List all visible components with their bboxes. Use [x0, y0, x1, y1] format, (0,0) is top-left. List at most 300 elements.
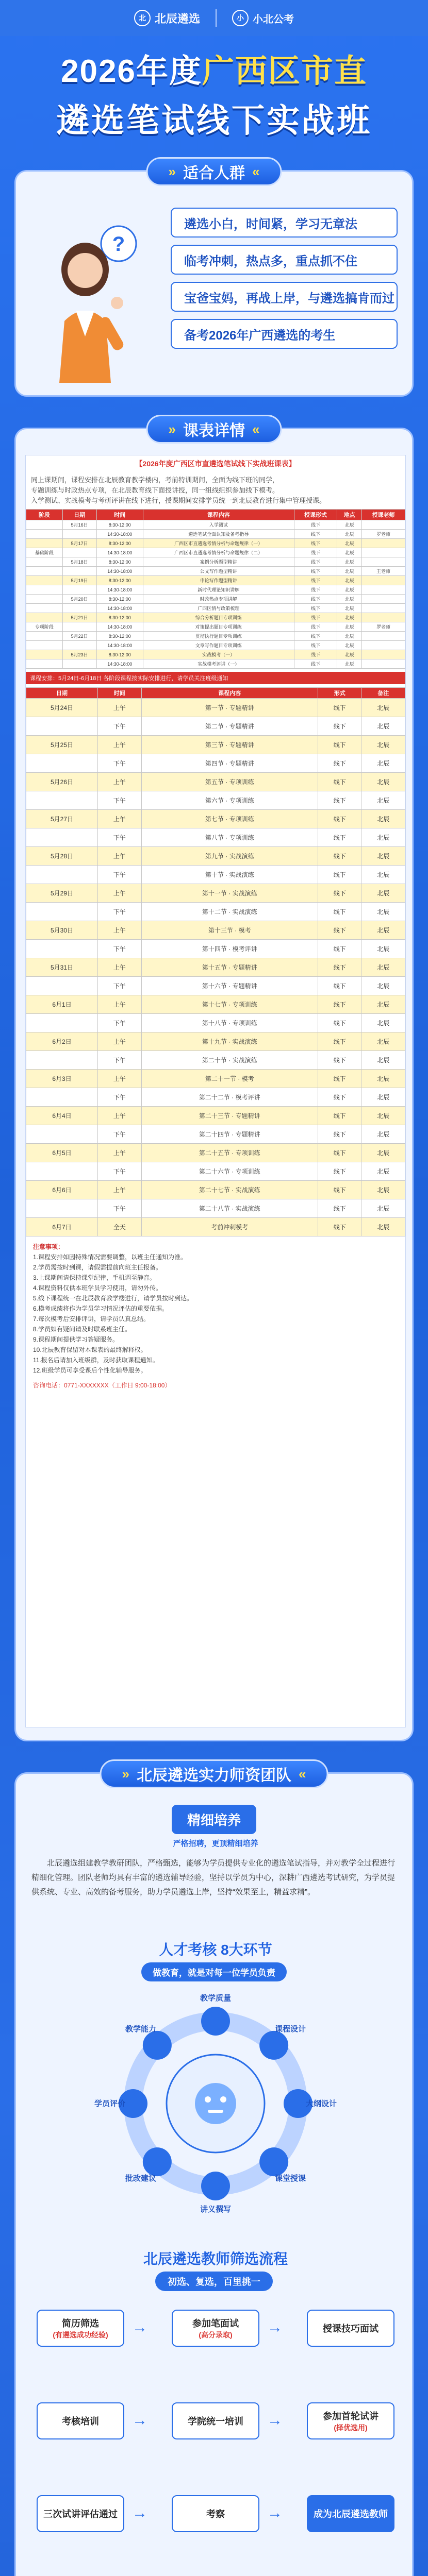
table-a-header: 阶段: [26, 510, 63, 520]
wheel-node-icon: [143, 2031, 172, 2060]
table-row: [26, 1218, 405, 1236]
wheel-node-icon: [143, 2147, 172, 2176]
table-cell: 第九节 · 实战演练: [141, 847, 318, 866]
wheel-label: 教学质量: [200, 1994, 232, 2003]
schedule-title: 【2026年度广西区市直遴选笔试线下实战班课表】: [26, 455, 405, 472]
note-line: 7.每次模考后安排评讲，请学员认真总结。: [33, 1315, 150, 1323]
hero-region: 广西区市直: [202, 54, 367, 89]
wheel-label: 教学能力: [125, 2025, 157, 2034]
table-cell: 线下: [318, 1088, 361, 1107]
table-cell: 北辰: [337, 567, 362, 576]
table-row: [26, 576, 405, 585]
table-cell: [26, 595, 63, 604]
table-cell: 第十六节 · 专题精讲: [141, 977, 318, 995]
table-cell: 8:30-12:00: [96, 613, 143, 622]
table-cell: 线下: [294, 520, 337, 530]
table-cell: 北辰: [361, 995, 405, 1014]
table-cell: 文章写作题目专项训练: [143, 641, 294, 650]
contact-line: 咨询电话：0771-XXXXXXX（工作日 9:00-18:00）: [33, 1382, 171, 1389]
table-cell: 8:30-12:00: [96, 520, 143, 530]
schedule-mid-note: 课程安排：5月24日-6月18日 各阶段课程按实际安排进行，请学员关注班级通知: [26, 672, 405, 684]
arrow-icon: «: [299, 1766, 306, 1782]
table-cell: 线下: [318, 699, 361, 717]
table-cell: [362, 641, 405, 650]
table-cell: 北辰: [361, 1051, 405, 1070]
audience-item: 临考冲刺，热点多，重点抓不住: [171, 245, 398, 275]
course-title-text: 课表详情: [183, 422, 245, 439]
table-cell: 线下: [318, 1162, 361, 1181]
table-cell: 第十节 · 实战演练: [141, 866, 318, 884]
table-cell: 第二十八节 · 实战演练: [141, 1199, 318, 1218]
table-cell: 第一节 · 专题精讲: [141, 699, 318, 717]
table-cell: 第二十三节 · 专题精讲: [141, 1107, 318, 1125]
table-cell: 北辰: [361, 921, 405, 940]
table-cell: 6月3日: [26, 1070, 98, 1088]
schedule-intro: [26, 472, 405, 509]
flow-step: [307, 2310, 394, 2347]
note-line: 12.班级学员可享受课后个性化辅导服务。: [33, 1367, 147, 1374]
table-cell: 线下: [294, 613, 337, 622]
table-cell: [26, 576, 63, 585]
table-cell: 线下: [294, 548, 337, 557]
table-cell: 下午: [98, 791, 142, 810]
table-a-header: 时间: [96, 510, 143, 520]
wheel-label: 批改建议: [125, 2174, 157, 2183]
flow-step-note: (高分录取): [199, 2331, 233, 2339]
flow-step-label: 考察: [206, 2509, 225, 2519]
table-cell: 贯彻执行题目专项训练: [143, 632, 294, 641]
table-cell: 5月20日: [62, 595, 96, 604]
table-row: [26, 641, 405, 650]
table-cell: 北辰: [337, 604, 362, 613]
table-cell: [26, 539, 63, 548]
note-line: 4.课程资料仅供本班学员学习使用，请勿外传。: [33, 1284, 162, 1292]
table-cell: 下午: [98, 903, 142, 921]
brand-logo-left[interactable]: [134, 10, 200, 26]
table-row: [26, 810, 405, 828]
table-cell: 北辰: [337, 622, 362, 632]
table-cell: 北辰: [361, 847, 405, 866]
flow-arrow-icon: →: [132, 2319, 147, 2336]
table-row: [26, 548, 405, 557]
table-cell: 线下: [318, 1181, 361, 1199]
table-cell: [26, 530, 63, 539]
arrow-icon: «: [252, 163, 260, 179]
schedule-sheet: [25, 455, 406, 1727]
table-cell: 5月19日: [62, 576, 96, 585]
table-cell: 线下: [294, 557, 337, 567]
table-cell: 上午: [98, 736, 142, 754]
table-row: [26, 866, 405, 884]
table-b-header: 形式: [318, 688, 361, 699]
table-cell: [62, 604, 96, 613]
note-line: 8.学员如有疑问请及时联系班主任。: [33, 1326, 131, 1333]
arrow-icon: »: [168, 163, 176, 179]
table-cell: 北辰: [337, 530, 362, 539]
table-cell: 6月2日: [26, 1032, 98, 1051]
table-cell: 北辰: [361, 791, 405, 810]
table-cell: 考前冲刺模考: [141, 1218, 318, 1236]
table-cell: 第五节 · 专项训练: [141, 773, 318, 791]
table-cell: [362, 539, 405, 548]
table-a-header: 课程内容: [143, 510, 294, 520]
intro-line: 同上课期间，课程安排在北辰教育教学楼内，考前特训期间，全面为线下班的同学，: [31, 476, 279, 484]
table-cell: 申论写作题型精讲: [143, 576, 294, 585]
intro-line: 入学测试、实战模考与考研评讲在线下进行，授课期间安排学员统一到北辰教育进行集中管理授课。: [31, 497, 326, 504]
flow-step: [172, 2495, 259, 2532]
table-cell: 第二十五节 · 专项训练: [141, 1144, 318, 1162]
table-cell: 上午: [98, 810, 142, 828]
table-cell: 线下: [294, 567, 337, 576]
table-cell: 下午: [98, 1088, 142, 1107]
table-cell: 8:30-12:00: [96, 539, 143, 548]
table-cell: 北辰: [361, 717, 405, 736]
table-row: [26, 539, 405, 548]
assessment-wheel: [94, 1990, 337, 2217]
assessment-title: 人才考核 8大环节: [159, 1942, 272, 1958]
table-cell: 北辰: [361, 754, 405, 773]
table-cell: [26, 613, 63, 622]
table-cell: 北辰: [361, 1181, 405, 1199]
table-cell: 线下: [318, 884, 361, 903]
table-cell: 5月16日: [62, 520, 96, 530]
note-line: 5.线下课程统一在北辰教育教学楼进行，请学员按时到达。: [33, 1295, 193, 1302]
table-row: [26, 1125, 405, 1144]
table-cell: 线下: [294, 585, 337, 595]
table-cell: 对策提出题目专项训练: [143, 622, 294, 632]
table-cell: 线下: [294, 539, 337, 548]
table-cell: 线下: [318, 810, 361, 828]
arrow-icon: »: [122, 1766, 129, 1782]
table-cell: 第二十四节 · 专题精讲: [141, 1125, 318, 1144]
table-b-header: 备注: [361, 688, 405, 699]
table-cell: 北辰: [337, 548, 362, 557]
table-cell: 第十三节 · 模考: [141, 921, 318, 940]
table-cell: 北辰: [361, 977, 405, 995]
table-cell: 北辰: [337, 520, 362, 530]
table-cell: [26, 1051, 98, 1070]
table-cell: 上午: [98, 773, 142, 791]
table-cell: 线下: [318, 995, 361, 1014]
table-cell: 线下: [294, 595, 337, 604]
table-cell: [62, 641, 96, 650]
wheel-node-icon: [259, 2031, 288, 2060]
xiaobei-logo-icon: 小: [232, 10, 249, 26]
table-cell: 线下: [318, 1199, 361, 1218]
table-cell: 上午: [98, 1032, 142, 1051]
table-row: [26, 557, 405, 567]
table-cell: 北辰: [337, 632, 362, 641]
table-row: [26, 884, 405, 903]
table-row: [26, 650, 405, 659]
table-cell: 线下: [294, 604, 337, 613]
table-cell: 北辰: [361, 1125, 405, 1144]
flow-step-label: 参加首轮试讲: [323, 2411, 378, 2421]
table-cell: 5月23日: [62, 650, 96, 659]
flow-step-label: 成为北辰遴选教师: [314, 2509, 388, 2519]
table-row: [26, 921, 405, 940]
table-cell: 下午: [98, 828, 142, 847]
table-cell: 上午: [98, 699, 142, 717]
table-cell: 14:30-18:00: [96, 585, 143, 595]
flow-arrow-icon: →: [267, 2319, 283, 2336]
table-cell: 第十五节 · 专题精讲: [141, 958, 318, 977]
table-cell: [26, 828, 98, 847]
table-cell: 上午: [98, 958, 142, 977]
table-cell: 6月1日: [26, 995, 98, 1014]
table-cell: 北辰: [361, 736, 405, 754]
table-cell: 线下: [318, 754, 361, 773]
table-cell: 6月5日: [26, 1144, 98, 1162]
fine-training-subtitle: 严格招聘，更顶精细培养: [173, 1839, 258, 1848]
table-cell: 线下: [318, 1014, 361, 1032]
table-cell: [62, 622, 96, 632]
table-cell: [62, 548, 96, 557]
table-cell: [362, 576, 405, 585]
table-cell: 公文写作题型精讲: [143, 567, 294, 576]
note-line: 9.课程期间提供学习答疑服务。: [33, 1336, 119, 1343]
table-cell: [62, 567, 96, 576]
wheel-label: 大纲设计: [305, 2099, 337, 2108]
table-cell: 5月29日: [26, 884, 98, 903]
table-cell: [26, 791, 98, 810]
table-cell: 罗老师: [362, 622, 405, 632]
table-row: [26, 1088, 405, 1107]
table-cell: 线下: [318, 866, 361, 884]
table-cell: 8:30-12:00: [96, 632, 143, 641]
note-line: 6.模考成绩将作为学员学习情况评估的重要依据。: [33, 1305, 169, 1312]
table-cell: 北辰: [361, 958, 405, 977]
flow-step: [307, 2402, 394, 2439]
flow-step-label: 简历筛选: [62, 2318, 99, 2329]
table-cell: 北辰: [361, 903, 405, 921]
table-b-header: 课程内容: [141, 688, 318, 699]
table-cell: 下午: [98, 1199, 142, 1218]
table-row: [26, 1199, 405, 1218]
table-cell: [62, 530, 96, 539]
flow-title: 北辰遴选教师筛选流程: [143, 2251, 288, 2267]
table-row: [26, 1014, 405, 1032]
note-line: 1.课程安排如因特殊情况需要调整，以班主任通知为准。: [33, 1253, 187, 1261]
flow-step: [172, 2310, 259, 2347]
intro-line: 专题训练与时政热点专项，在北辰教育线下面授讲授，同一组线组织参加线下模考。: [31, 486, 279, 494]
table-cell: 下午: [98, 866, 142, 884]
brand-bar: [0, 0, 428, 36]
table-row: [26, 1051, 405, 1070]
table-row: [26, 520, 405, 530]
table-cell: 北辰: [361, 1088, 405, 1107]
audience-title: [146, 157, 282, 186]
table-cell: 14:30-18:00: [96, 641, 143, 650]
flow-step: [37, 2495, 124, 2532]
table-cell: [362, 613, 405, 622]
table-cell: [362, 548, 405, 557]
table-cell: 北辰: [337, 539, 362, 548]
table-cell: 5月17日: [62, 539, 96, 548]
table-cell: 6月6日: [26, 1181, 98, 1199]
hero-year: 2026年度: [61, 54, 202, 89]
table-cell: 第二十七节 · 实战演练: [141, 1181, 318, 1199]
table-cell: 下午: [98, 1051, 142, 1070]
table-cell: 线下: [318, 1144, 361, 1162]
table-cell: 线下: [294, 632, 337, 641]
table-cell: 5月26日: [26, 773, 98, 791]
table-cell: 北辰: [337, 650, 362, 659]
table-cell: 线下: [318, 958, 361, 977]
flow-arrow-icon: →: [267, 2412, 283, 2429]
table-cell: [26, 977, 98, 995]
teacher-card: [14, 1766, 414, 2576]
table-cell: 线下: [318, 717, 361, 736]
course-title: [146, 415, 282, 444]
table-cell: 第八节 · 专项训练: [141, 828, 318, 847]
table-cell: 线下: [318, 1051, 361, 1070]
table-cell: 8:30-12:00: [96, 557, 143, 567]
flow-step-note: (有遴选成功经验): [53, 2331, 108, 2339]
table-cell: 第二节 · 专题精讲: [141, 717, 318, 736]
table-cell: 5月24日: [26, 699, 98, 717]
table-cell: [362, 604, 405, 613]
table-cell: [26, 940, 98, 958]
table-cell: 广西区市直遴选考情分析与命题规律（二）: [143, 548, 294, 557]
table-cell: 北辰: [361, 884, 405, 903]
table-cell: 14:30-18:00: [96, 622, 143, 632]
arrow-icon: «: [252, 421, 260, 437]
audience-item: 宝爸宝妈，再战上岸，与遴选搞肯而过: [171, 282, 398, 312]
table-cell: [26, 650, 63, 659]
table-cell: 北辰: [361, 1107, 405, 1125]
table-cell: [26, 754, 98, 773]
table-cell: 全天: [98, 1218, 142, 1236]
note-line: 3.上课期间请保持课堂纪律，手机调至静音。: [33, 1274, 156, 1281]
wheel-label: 课堂授课: [274, 2174, 306, 2183]
table-row: [26, 754, 405, 773]
table-row: [26, 604, 405, 613]
table-cell: 线下: [294, 659, 337, 669]
table-row: [26, 995, 405, 1014]
table-cell: 下午: [98, 1162, 142, 1181]
table-cell: [62, 585, 96, 595]
schedule-notes: [26, 1236, 405, 1381]
table-row: [26, 659, 405, 669]
table-cell: [26, 659, 63, 669]
table-cell: [26, 717, 98, 736]
table-cell: 北辰: [337, 613, 362, 622]
table-cell: 线下: [318, 1125, 361, 1144]
table-row: [26, 977, 405, 995]
table-row: [26, 828, 405, 847]
table-cell: 线下: [294, 641, 337, 650]
table-cell: 线下: [318, 921, 361, 940]
flow-subtitle-pill: 初选、复选，百里挑一: [155, 2272, 273, 2291]
table-cell: 第二十六节 · 专项训练: [141, 1162, 318, 1181]
table-cell: [26, 1162, 98, 1181]
table-cell: 北辰: [361, 810, 405, 828]
table-cell: 上午: [98, 995, 142, 1014]
table-cell: 入学测试: [143, 520, 294, 530]
table-cell: [26, 520, 63, 530]
table-cell: 第十四节 · 模考评讲: [141, 940, 318, 958]
brand-left-name: 北辰遴选: [154, 12, 200, 26]
table-cell: 上午: [98, 1144, 142, 1162]
table-row: [26, 773, 405, 791]
table-cell: 下午: [98, 1125, 142, 1144]
table-cell: [362, 520, 405, 530]
teacher-intro-paragraph: 北辰遴选组建教学教研团队，严格甄选，能够为学员提供专业化的遴选笔试指导，并对教学全过程进行精细化管理。团队老师均具有丰富的遴选辅导经验，坚持以学员为中心，深耕广西遴选考试研究，为学员提供系统、专业、高效的备考服务，助力学员遴选上岸，坚持“效果至上，精益求精”。: [31, 1859, 396, 1896]
table-cell: [26, 641, 63, 650]
table-cell: 北辰: [337, 659, 362, 669]
schedule-table-b: [26, 687, 405, 1236]
table-cell: [362, 659, 405, 669]
flow-arrow-icon: →: [132, 2504, 147, 2521]
table-cell: [362, 650, 405, 659]
table-cell: 下午: [98, 977, 142, 995]
table-cell: 北辰: [337, 641, 362, 650]
table-cell: 北辰: [361, 1032, 405, 1051]
table-row: [26, 1107, 405, 1125]
table-cell: 14:30-18:00: [96, 530, 143, 539]
note-line: 10.北辰教育保留对本课表的最终解释权。: [33, 1346, 147, 1353]
brand-right-name: 小北公考: [253, 12, 294, 25]
table-cell: 6月7日: [26, 1218, 98, 1236]
table-row: [26, 717, 405, 736]
table-cell: 线下: [294, 622, 337, 632]
table-cell: 北辰: [337, 557, 362, 567]
table-cell: 线下: [294, 576, 337, 585]
table-cell: 实战模考评讲（一）: [143, 659, 294, 669]
table-row: [26, 1181, 405, 1199]
table-cell: 线下: [318, 847, 361, 866]
table-cell: 14:30-18:00: [96, 548, 143, 557]
table-cell: 下午: [98, 1014, 142, 1032]
table-cell: 第三节 · 专题精讲: [141, 736, 318, 754]
table-cell: 线下: [318, 791, 361, 810]
table-cell: 8:30-12:00: [96, 650, 143, 659]
table-row: [26, 567, 405, 576]
hero-banner: [0, 36, 428, 160]
table-cell: 时政热点专项讲解: [143, 595, 294, 604]
note-line: 11.报名后请加入班级群，及时获取课程通知。: [33, 1357, 159, 1364]
table-cell: 案例分析题型精讲: [143, 557, 294, 567]
table-cell: 5月28日: [26, 847, 98, 866]
table-cell: 北辰: [361, 1070, 405, 1088]
table-cell: [62, 659, 96, 669]
table-row: [26, 958, 405, 977]
table-cell: [26, 632, 63, 641]
table-cell: 第十二节 · 实战演练: [141, 903, 318, 921]
table-cell: [26, 1014, 98, 1032]
brand-logo-right[interactable]: [232, 10, 294, 26]
note-line: 2.学员需按时到课，请假需提前向班主任报备。: [33, 1264, 162, 1271]
flow-step-label: 考核培训: [62, 2416, 99, 2427]
table-row: [26, 903, 405, 921]
table-row: [26, 622, 405, 632]
table-cell: 上午: [98, 1107, 142, 1125]
schedule-table-a: [26, 509, 405, 669]
table-cell: 14:30-18:00: [96, 659, 143, 669]
flow-step: [307, 2495, 394, 2532]
table-cell: 线下: [318, 1032, 361, 1051]
flow-step: [37, 2402, 124, 2439]
flow-step: [37, 2310, 124, 2347]
table-cell: 北辰: [361, 1162, 405, 1181]
wheel-label: 学员评价: [94, 2099, 126, 2108]
table-cell: 北辰: [361, 1014, 405, 1032]
table-cell: 罗老师: [362, 530, 405, 539]
table-cell: 综合分析题目专项训练: [143, 613, 294, 622]
audience-card: [14, 163, 414, 397]
table-cell: 北辰: [361, 699, 405, 717]
